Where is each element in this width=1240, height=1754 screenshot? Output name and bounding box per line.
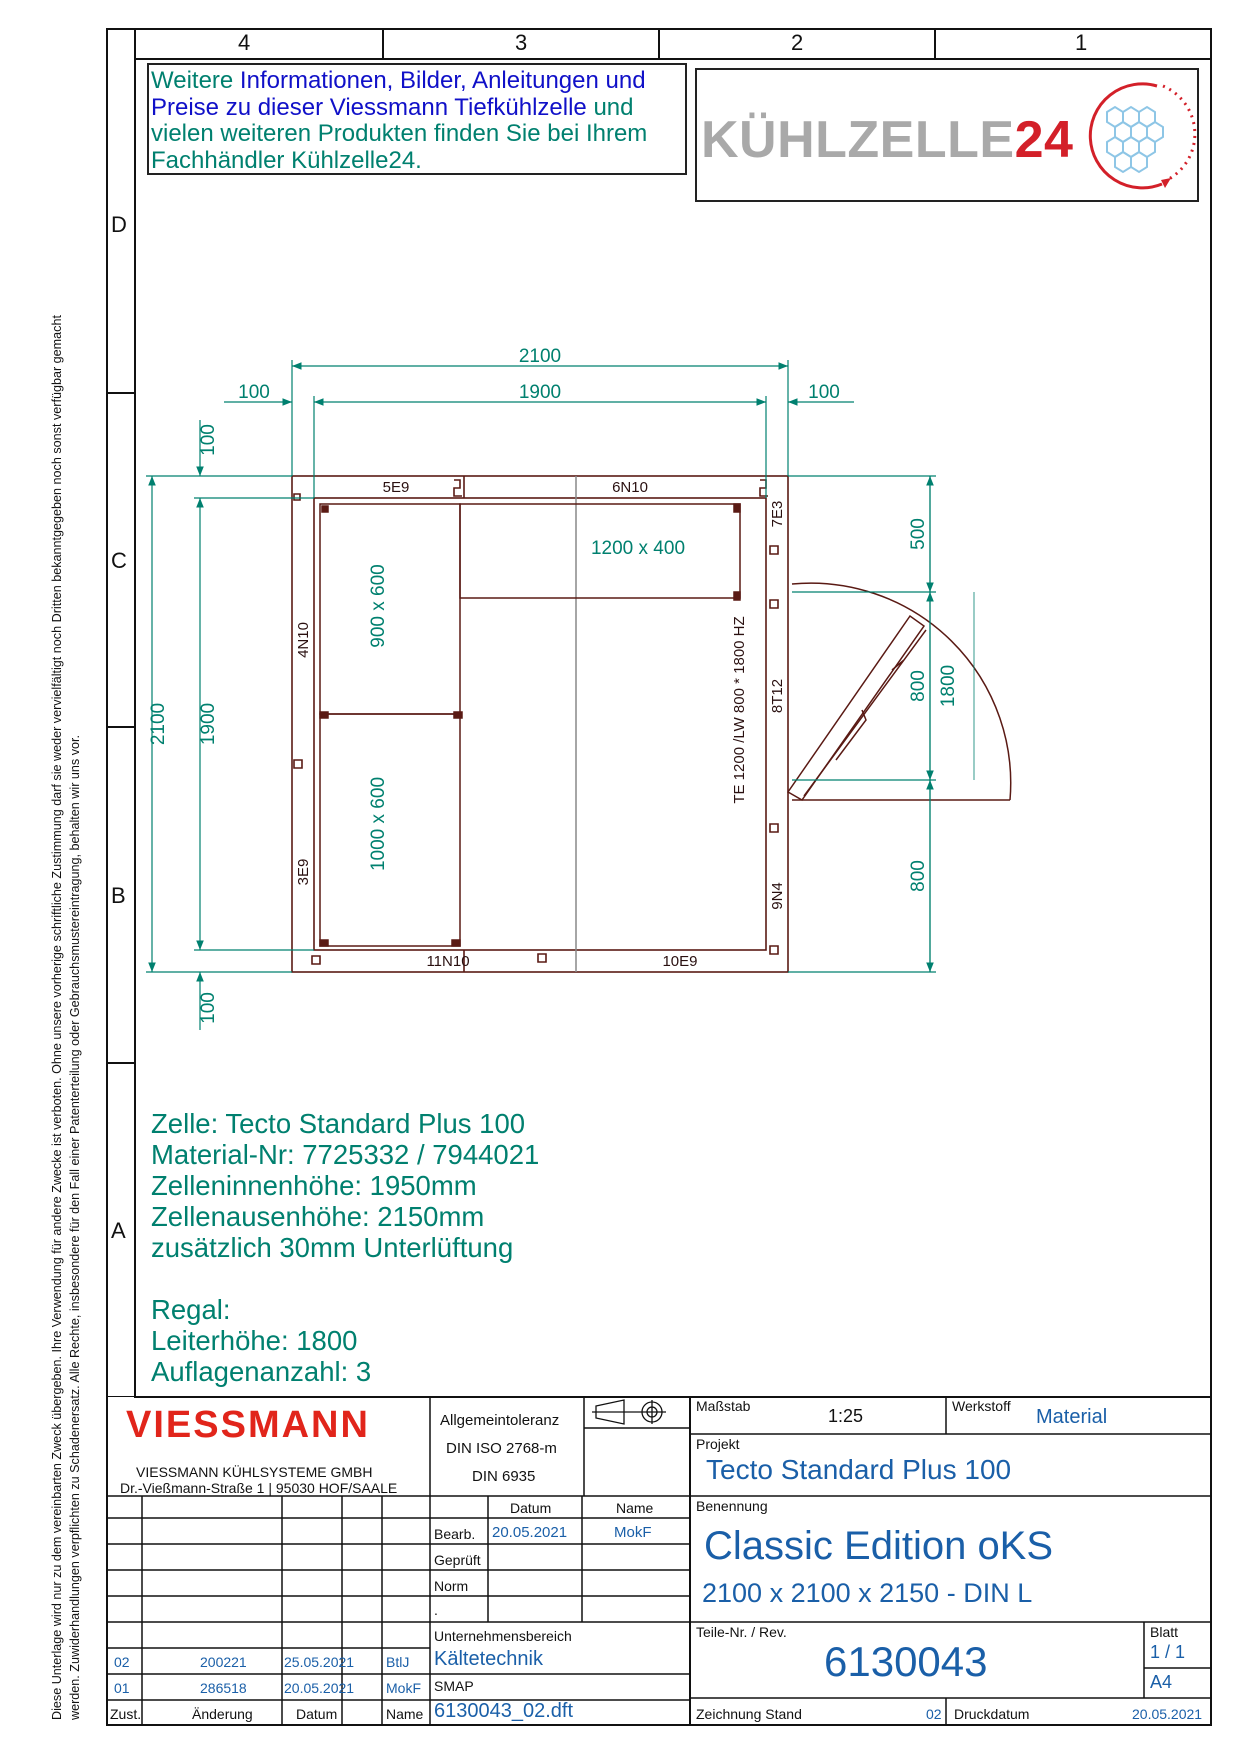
company-address: Dr.-Vießmann-Straße 1 | 95030 HOF/SAALE [120,1480,398,1496]
spec-leiterhoehe: Leiterhöhe: 1800 [151,1325,358,1356]
rev-2-datum: 20.05.2021 [284,1680,355,1696]
rev-1-datum: 25.05.2021 [284,1654,355,1670]
druckdatum-value: 20.05.2021 [1132,1706,1203,1722]
dim-right-bottom: 800 [908,860,929,892]
logo-number: 24 [1014,111,1074,169]
rev-2-name: MokF [386,1680,421,1696]
info-text-part3: und vielen weiteren Produkten finden Sie bei Ihrem Fachhändler Kühlzelle24. [151,93,648,174]
panel-top-left: 5E9 [382,479,410,496]
legal-notice-line-2: werden. Zuwiderhandlungen verpflichten zu Schadenersatz. Alle Rechte, insbesondere für den Fall einer Patenterteilung oder Gebrauchsmustereintragung, behalten wir uns vor. [68,735,82,1720]
rev-head-datum: Datum [296,1706,338,1722]
shelf-left-lower-size: 1000 x 600 [368,776,389,872]
dim-total-width: 2100 [518,346,562,367]
viessmann-logo: VIESSMANN [126,1404,370,1446]
rev-1-name: BtlJ [386,1654,410,1670]
werkstoff-value: Material [1036,1406,1108,1428]
shelf-left-upper-size: 900 x 600 [368,564,389,648]
panel-top-right: 6N10 [612,479,648,496]
rev-head-zust: Zust. [110,1706,142,1722]
datum-label: Datum [510,1500,552,1516]
specification-text [151,1108,539,1387]
bearb-label: Bearb. [434,1526,476,1542]
zone-col-4: 4 [238,30,251,55]
panel-right-top: 7E3 [769,500,786,528]
dim-inner-width: 1900 [518,382,562,403]
benennung-value-2: 2100 x 2100 x 2150 - DIN L [702,1578,1033,1608]
dim-right-sweep: 1800 [938,664,959,708]
norm-label: Norm [434,1578,469,1594]
spec-zelle: Zelle: Tecto Standard Plus 100 [151,1108,526,1139]
rev-1-aenderung: 200221 [200,1654,247,1670]
logo-word: KÜHLZELLE [701,111,1015,169]
tolerance-standard-2: DIN 6935 [472,1468,536,1485]
panel-bottom-right: 10E9 [662,953,698,970]
bearb-name: MokF [614,1524,652,1541]
projection-symbol-icon [592,1400,666,1424]
format-value: A4 [1150,1672,1173,1692]
door-label: TE 1200 /LW 800 * 1800 HZ [731,616,748,804]
geprueft-label: Geprüft [434,1552,481,1568]
zone-col-1: 1 [1075,30,1088,55]
zone-row-A: A [111,1218,126,1243]
info-box [147,63,687,175]
dim-bottom-wall: 100 [198,992,219,1024]
dimension-lines [146,360,974,1030]
rev-1-zust: 02 [114,1654,130,1670]
unternehmensbereich-label: Unternehmensbereich [434,1628,572,1644]
tolerance-label: Allgemeintoleranz [440,1412,560,1429]
rev-head-aenderung: Änderung [192,1706,253,1722]
panel-left-upper: 4N10 [295,622,312,658]
panel-right-mid: 8T12 [769,678,786,714]
bearb-date: 20.05.2021 [492,1524,568,1541]
spec-aussenhoehe: Zellenausenhöhe: 2150mm [151,1201,485,1232]
blatt-value: 1 / 1 [1150,1642,1186,1662]
teile-label: Teile-Nr. / Rev. [696,1624,787,1640]
druckdatum-label: Druckdatum [954,1706,1030,1722]
unternehmensbereich-value: Kältetechnik [434,1648,543,1670]
snowflake-hexagon-icon [1067,72,1197,200]
dim-right-wall: 100 [808,382,840,403]
spec-auflagen: Auflagenanzahl: 3 [151,1356,372,1387]
spec-innenhoehe: Zelleninnenhöhe: 1950mm [151,1170,477,1201]
rev-2-zust: 01 [114,1680,130,1696]
panel-left-lower: 3E9 [295,858,312,886]
teile-value: 6130043 [824,1638,988,1685]
company-name: VIESSMANN KÜHLSYSTEME GMBH [136,1464,373,1480]
kuehlzelle24-logo-box [695,68,1199,202]
panel-right-bottom: 9N4 [769,882,786,910]
dim-total-height: 2100 [148,702,169,746]
smap-value: 6130043_02.dft [434,1700,574,1722]
zone-column-header [134,28,1212,60]
zone-row-D: D [111,212,127,237]
zone-row-C: C [111,548,127,573]
name-label: Name [616,1500,654,1516]
zone-row-B: B [111,883,126,908]
info-text-part2: Informationen, Bilder, Anleitungen und Preise zu dieser Viessmann Tiefkühlzelle [151,67,646,121]
spec-material-nr: Material-Nr: 7725332 / 7944021 [151,1139,540,1170]
kuehlzelle24-logo-text [701,110,1073,170]
title-block [106,1396,1212,1726]
panel-bottom-left: 11N10 [426,953,470,970]
massstab-label: Maßstab [696,1398,751,1414]
legal-notice-line-1: Diese Unterlage wird nur zu dem vereinbarten Zweck übergeben. Ihre Verwendung für andere Zwecke ist verboten. Ohne unsere vorherige schriftliche Zustimmung darf sie weder vervielfältigt noch Dritten bekanntgegeben noch sonst verfügbar gemacht [50,315,64,1720]
projekt-value: Tecto Standard Plus 100 [706,1454,1012,1485]
dim-inner-height: 1900 [198,702,219,746]
info-text-part1: Weitere [151,67,240,94]
benennung-value-1: Classic Edition oKS [704,1524,1054,1568]
rev-2-aenderung: 286518 [200,1680,247,1696]
spec-regal: Regal: [151,1294,231,1325]
shelf-top-size: 1200 x 400 [590,538,686,559]
smap-label: SMAP [434,1678,474,1694]
door-leaf [788,583,1011,800]
massstab-value: 1:25 [828,1406,864,1426]
werkstoff-label: Werkstoff [952,1398,1011,1414]
zone-col-3: 3 [515,30,528,55]
dim-right-top: 500 [908,518,929,550]
tolerance-standard-1: DIN ISO 2768-m [446,1440,557,1457]
cell-walls [292,476,788,972]
dim-left-wall: 100 [238,382,270,403]
dot-label: . [434,1602,438,1618]
zone-row-header [106,28,134,1398]
benennung-label: Benennung [696,1498,768,1514]
projekt-label: Projekt [696,1436,740,1452]
zone-col-2: 2 [791,30,804,55]
dim-right-door: 800 [908,670,929,702]
blatt-label: Blatt [1150,1624,1179,1640]
floor-plan [134,340,1034,1040]
zeichnung-value: 02 [926,1706,942,1722]
rev-head-name: Name [386,1706,424,1722]
dim-top-wall: 100 [198,424,219,456]
zeichnung-label: Zeichnung Stand [696,1706,802,1722]
spec-unterlueftung: zusätzlich 30mm Unterlüftung [151,1232,514,1263]
